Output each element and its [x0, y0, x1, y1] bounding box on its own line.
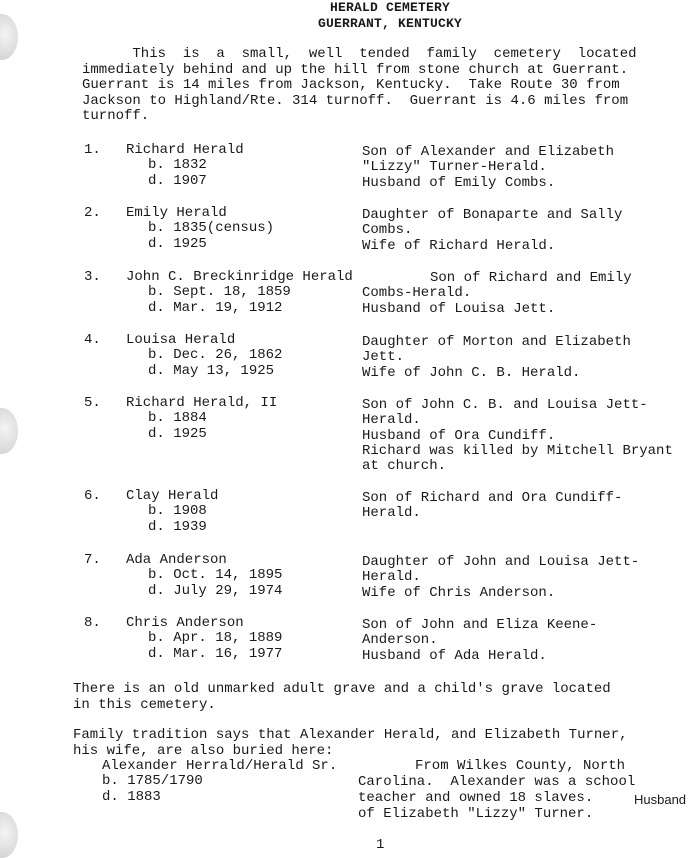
- entry-number: 5.: [84, 395, 101, 411]
- entry-desc-line: Daughter of John and Louisa Jett-: [362, 554, 640, 570]
- page-subtitle: GUERRANT, KENTUCKY: [317, 16, 463, 31]
- note-line: his wife, are also buried here:: [73, 742, 334, 759]
- entry-born: b. Apr. 18, 1889: [148, 630, 283, 646]
- intro-paragraph: [82, 47, 697, 125]
- entry-name: Ada Anderson: [126, 552, 227, 568]
- entry-desc-line: Daughter of Morton and Elizabeth: [362, 334, 631, 350]
- entry-number: 2.: [84, 205, 101, 221]
- entry-number: 4.: [84, 332, 101, 348]
- entry-name: Alexander Herrald/Herald Sr.: [102, 758, 338, 774]
- entry-died: d. Mar. 19, 1912: [148, 300, 283, 316]
- binder-hole-bottom: [0, 812, 18, 858]
- entry-died: d. July 29, 1974: [148, 583, 283, 599]
- entry-name: Richard Herald, II: [126, 395, 278, 411]
- entry-desc-line: Husband: [634, 792, 687, 807]
- intro-line: immediately behind and up the hill from stone church at Guerrant.: [82, 61, 629, 78]
- family-tradition-note: [73, 728, 693, 759]
- entry-desc-line: Son of John C. B. and Louisa Jett-: [362, 397, 648, 413]
- entry-died: d. 1925: [148, 426, 207, 442]
- entry-desc-line: Wife of John C. B. Herald.: [362, 365, 581, 381]
- entry-name: Chris Anderson: [126, 615, 244, 631]
- entry-born: b. Sept. 18, 1859: [148, 284, 291, 300]
- entry-desc-line: Combs.: [362, 222, 413, 238]
- entry-died: d. Mar. 16, 1977: [148, 646, 283, 662]
- entry-died: d. 1925: [148, 236, 207, 252]
- entry-number: 1.: [84, 142, 101, 158]
- entry-number: 8.: [84, 615, 101, 631]
- entry-desc-line: Carolina. Alexander was a school: [358, 774, 636, 790]
- entry-name: Richard Herald: [126, 142, 244, 158]
- entry-died: d. 1883: [102, 789, 161, 805]
- entry-desc-line: Son of John and Eliza Keene-: [362, 617, 598, 633]
- entry-desc-line: Herald.: [362, 569, 421, 585]
- entry-desc-line: Herald.: [362, 505, 421, 521]
- unmarked-graves-note: [73, 682, 693, 713]
- entry-desc-line: Husband of Emily Combs.: [362, 175, 556, 191]
- entry-name: Louisa Herald: [126, 332, 236, 348]
- entry-number: 7.: [84, 552, 101, 568]
- entry-desc-line: Jett.: [362, 349, 405, 365]
- entry-name: John C. Breckinridge Herald: [126, 269, 353, 285]
- page-title: HERALD CEMETERY: [329, 0, 451, 15]
- entry-name: Emily Herald: [126, 205, 227, 221]
- entry-born: b. 1884: [148, 410, 207, 426]
- entry-desc-line: "Lizzy" Turner-Herald.: [362, 159, 547, 175]
- entry-desc-line: Son of Richard and Ora Cundiff-: [362, 490, 623, 506]
- entry-desc-line: Richard was killed by Mitchell Bryant: [362, 443, 673, 459]
- entry-desc-line: teacher and owned 18 slaves.: [358, 790, 594, 806]
- entry-born: b. Oct. 14, 1895: [148, 567, 283, 583]
- entry-desc-line: of Elizabeth "Lizzy" Turner.: [358, 806, 594, 822]
- entry-desc-line: at church.: [362, 458, 447, 474]
- entry-desc-line: Combs-Herald.: [362, 285, 472, 301]
- entry-died: d. 1907: [148, 173, 207, 189]
- entry-desc-line: Daughter of Bonaparte and Sally: [362, 207, 623, 223]
- note-line: in this cemetery.: [73, 696, 216, 713]
- entry-born: b. 1785/1790: [102, 773, 203, 789]
- entry-desc-line: Wife of Richard Herald.: [362, 238, 556, 254]
- entry-died: d. 1939: [148, 519, 207, 535]
- entry-desc-line: Husband of Louisa Jett.: [362, 301, 556, 317]
- page-number: 1: [376, 837, 385, 853]
- note-line: Family tradition says that Alexander Herald, and Elizabeth Turner,: [73, 727, 628, 743]
- intro-line: This is a small, well tended family cemetery located: [82, 46, 637, 62]
- entry-desc-line: Son of Alexander and Elizabeth: [362, 144, 615, 160]
- entry-desc-line: Son of Richard and Emily: [430, 270, 632, 286]
- note-line: There is an old unmarked adult grave and a child's grave located: [73, 681, 611, 697]
- entry-born: b. Dec. 26, 1862: [148, 347, 283, 363]
- entry-name: Clay Herald: [126, 488, 219, 504]
- entry-born: b. 1835(census): [148, 220, 275, 236]
- intro-line: Guerrant is 14 miles from Jackson, Kentucky. Take Route 30 from: [82, 77, 620, 94]
- entry-born: b. 1908: [148, 503, 207, 519]
- binder-hole-middle: [0, 408, 18, 454]
- entry-number: 6.: [84, 488, 101, 504]
- entry-died: d. May 13, 1925: [148, 363, 275, 379]
- entry-desc-line: Herald.: [362, 412, 421, 428]
- entry-born: b. 1832: [148, 157, 207, 173]
- entry-desc-line: Wife of Chris Anderson.: [362, 585, 556, 601]
- entry-desc-line: Anderson.: [362, 632, 438, 648]
- entry-desc-line: Husband of Ora Cundiff.: [362, 428, 556, 444]
- intro-line: turnoff.: [82, 108, 150, 125]
- entry-desc-line: From Wilkes County, North: [415, 758, 626, 774]
- entry-number: 3.: [84, 269, 101, 285]
- intro-line: Jackson to Highland/Rte. 314 turnoff. Guerrant is 4.6 miles from: [82, 92, 629, 109]
- entry-desc-line: Husband of Ada Herald.: [362, 648, 547, 664]
